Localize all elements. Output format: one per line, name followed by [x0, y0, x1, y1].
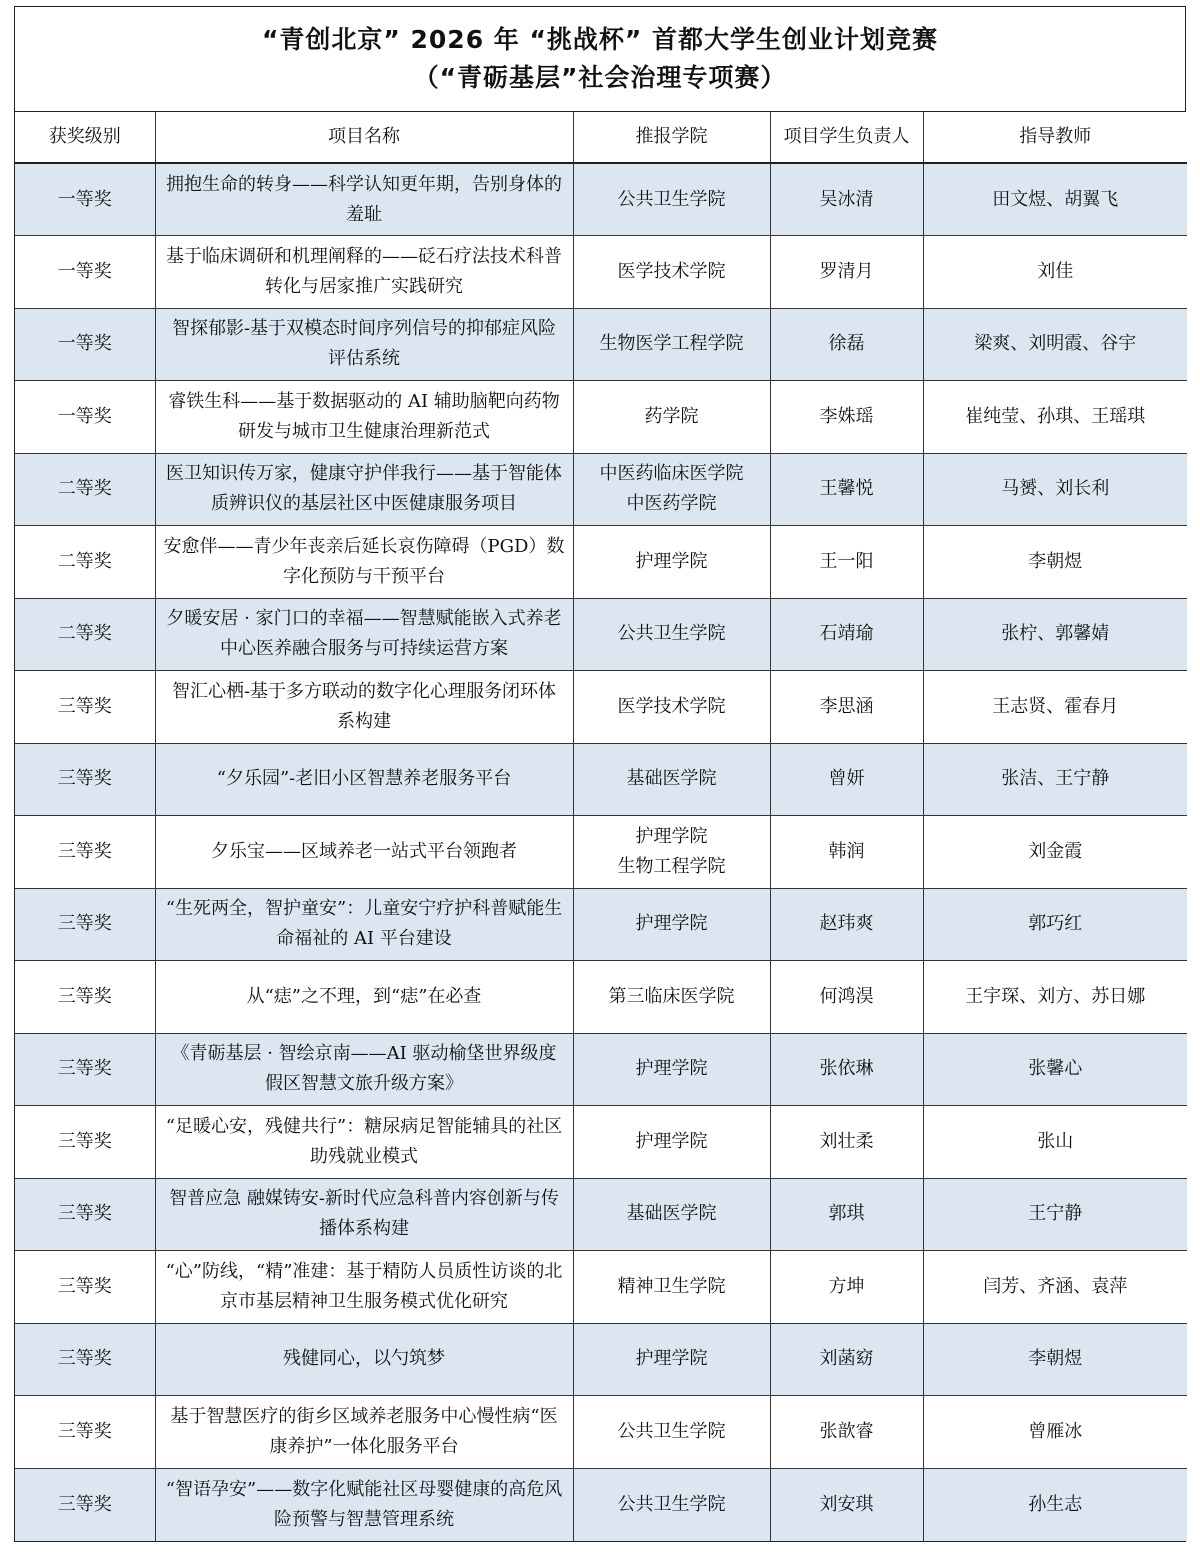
cell-award-level: 一等奖	[15, 381, 155, 454]
cell-award-level: 一等奖	[15, 236, 155, 309]
cell-college: 护理学院	[573, 526, 770, 599]
cell-advisor: 李朝煜	[923, 1323, 1187, 1396]
cell-project-name: 医卫知识传万家，健康守护伴我行——基于智能体质辨识仪的基层社区中医健康服务项目	[155, 453, 573, 526]
cell-college: 医学技术学院	[573, 236, 770, 309]
award-sheet	[14, 6, 1186, 1542]
table-row	[15, 1178, 1187, 1251]
cell-project-name: “夕乐园”-老旧小区智慧养老服务平台	[155, 743, 573, 816]
header-award-level: 获奖级别	[15, 112, 155, 163]
cell-student-leader: 赵玮爽	[770, 888, 923, 961]
cell-advisor: 郭巧红	[923, 888, 1187, 961]
cell-award-level: 二等奖	[15, 598, 155, 671]
cell-advisor: 张馨心	[923, 1033, 1187, 1106]
cell-project-name: 拥抱生命的转身——科学认知更年期，告别身体的羞耻	[155, 163, 573, 236]
cell-project-name: 睿铁生科——基于数据驱动的 AI 辅助脑靶向药物研发与城市卫生健康治理新范式	[155, 381, 573, 454]
cell-college: 公共卫生学院	[573, 163, 770, 236]
table-row	[15, 236, 1187, 309]
cell-project-name: 基于智慧医疗的街乡区域养老服务中心慢性病“医康养护”一体化服务平台	[155, 1396, 573, 1469]
cell-award-level: 二等奖	[15, 526, 155, 599]
cell-award-level: 三等奖	[15, 743, 155, 816]
cell-advisor: 王宁静	[923, 1178, 1187, 1251]
cell-college: 精神卫生学院	[573, 1251, 770, 1324]
cell-award-level: 一等奖	[15, 308, 155, 381]
cell-student-leader: 张依琳	[770, 1033, 923, 1106]
cell-student-leader: 刘菡窈	[770, 1323, 923, 1396]
cell-award-level: 三等奖	[15, 671, 155, 744]
cell-award-level: 三等奖	[15, 1106, 155, 1179]
cell-student-leader: 石靖瑜	[770, 598, 923, 671]
table-row	[15, 163, 1187, 236]
table-row	[15, 1251, 1187, 1324]
table-row	[15, 671, 1187, 744]
table-row	[15, 453, 1187, 526]
cell-student-leader: 方坤	[770, 1251, 923, 1324]
cell-project-name: 智汇心栖-基于多方联动的数字化心理服务闭环体系构建	[155, 671, 573, 744]
cell-award-level: 二等奖	[15, 453, 155, 526]
cell-college: 中医药临床医学院 中医药学院	[573, 453, 770, 526]
cell-advisor: 张洁、王宁静	[923, 743, 1187, 816]
cell-college: 基础医学院	[573, 1178, 770, 1251]
cell-student-leader: 郭琪	[770, 1178, 923, 1251]
table-row	[15, 526, 1187, 599]
cell-project-name: “心”防线，“精”准建：基于精防人员质性访谈的北京市基层精神卫生服务模式优化研究	[155, 1251, 573, 1324]
cell-project-name: 智普应急 融媒铸安-新时代应急科普内容创新与传播体系构建	[155, 1178, 573, 1251]
cell-award-level: 三等奖	[15, 1033, 155, 1106]
cell-student-leader: 王馨悦	[770, 453, 923, 526]
cell-award-level: 一等奖	[15, 163, 155, 236]
cell-college: 护理学院	[573, 1323, 770, 1396]
cell-college: 护理学院	[573, 1106, 770, 1179]
cell-advisor: 马赟、刘长利	[923, 453, 1187, 526]
cell-student-leader: 罗清月	[770, 236, 923, 309]
document-title	[15, 7, 1185, 112]
table-row	[15, 1106, 1187, 1179]
header-college: 推报学院	[573, 112, 770, 163]
table-row	[15, 1323, 1187, 1396]
table-row	[15, 1033, 1187, 1106]
cell-project-name: “智语孕安”——数字化赋能社区母婴健康的高危风险预警与智慧管理系统	[155, 1468, 573, 1541]
cell-project-name: 基于临床调研和机理阐释的——砭石疗法技术科普转化与居家推广实践研究	[155, 236, 573, 309]
title-line-1: “青创北京” 2026 年 “挑战杯” 首都大学生创业计划竞赛	[261, 25, 939, 54]
cell-project-name: “生死两全，智护童安”：儿童安宁疗护科普赋能生命福祉的 AI 平台建设	[155, 888, 573, 961]
cell-award-level: 三等奖	[15, 1323, 155, 1396]
cell-college: 医学技术学院	[573, 671, 770, 744]
cell-advisor: 田文煜、胡翼飞	[923, 163, 1187, 236]
cell-college: 药学院	[573, 381, 770, 454]
cell-advisor: 王志贤、霍春月	[923, 671, 1187, 744]
cell-project-name: 《青砺基层 · 智绘京南——AI 驱动榆垡世界级度假区智慧文旅升级方案》	[155, 1033, 573, 1106]
table-body	[15, 163, 1187, 1541]
cell-award-level: 三等奖	[15, 961, 155, 1034]
table-row	[15, 743, 1187, 816]
cell-advisor: 王宇琛、刘方、苏日娜	[923, 961, 1187, 1034]
cell-college: 公共卫生学院	[573, 598, 770, 671]
cell-award-level: 三等奖	[15, 1178, 155, 1251]
cell-student-leader: 何鸿淏	[770, 961, 923, 1034]
cell-advisor: 张柠、郭馨婧	[923, 598, 1187, 671]
table-row	[15, 961, 1187, 1034]
table-row	[15, 816, 1187, 889]
cell-student-leader: 曾妍	[770, 743, 923, 816]
cell-student-leader: 李思涵	[770, 671, 923, 744]
table-row	[15, 308, 1187, 381]
cell-college: 护理学院	[573, 1033, 770, 1106]
cell-advisor: 孙生志	[923, 1468, 1187, 1541]
table-row	[15, 1396, 1187, 1469]
header-student-leader: 项目学生负责人	[770, 112, 923, 163]
cell-student-leader: 韩润	[770, 816, 923, 889]
cell-project-name: 夕乐宝——区域养老一站式平台领跑者	[155, 816, 573, 889]
cell-student-leader: 刘壮柔	[770, 1106, 923, 1179]
cell-college: 生物医学工程学院	[573, 308, 770, 381]
cell-project-name: 夕暖安居 · 家门口的幸福——智慧赋能嵌入式养老中心医养融合服务与可持续运营方案	[155, 598, 573, 671]
cell-project-name: “足暖心安，残健共行”：糖尿病足智能辅具的社区助残就业模式	[155, 1106, 573, 1179]
table-row	[15, 381, 1187, 454]
cell-advisor: 刘佳	[923, 236, 1187, 309]
cell-award-level: 三等奖	[15, 1396, 155, 1469]
cell-advisor: 曾雁冰	[923, 1396, 1187, 1469]
cell-college: 基础医学院	[573, 743, 770, 816]
cell-advisor: 李朝煜	[923, 526, 1187, 599]
header-advisor: 指导教师	[923, 112, 1187, 163]
cell-student-leader: 刘安琪	[770, 1468, 923, 1541]
cell-college: 第三临床医学院	[573, 961, 770, 1034]
cell-project-name: 智探郁影-基于双模态时间序列信号的抑郁症风险评估系统	[155, 308, 573, 381]
cell-student-leader: 吴冰清	[770, 163, 923, 236]
cell-advisor: 张山	[923, 1106, 1187, 1179]
cell-student-leader: 徐磊	[770, 308, 923, 381]
award-table	[15, 112, 1187, 1541]
title-line-2: （“青砺基层”社会治理专项赛）	[413, 63, 787, 92]
cell-college: 护理学院 生物工程学院	[573, 816, 770, 889]
cell-award-level: 三等奖	[15, 1251, 155, 1324]
table-row	[15, 1468, 1187, 1541]
cell-advisor: 刘金霞	[923, 816, 1187, 889]
cell-student-leader: 王一阳	[770, 526, 923, 599]
cell-award-level: 三等奖	[15, 816, 155, 889]
cell-project-name: 从“痣”之不理，到“痣”在必查	[155, 961, 573, 1034]
table-row	[15, 598, 1187, 671]
cell-student-leader: 李姝瑶	[770, 381, 923, 454]
cell-student-leader: 张歆睿	[770, 1396, 923, 1469]
cell-college: 公共卫生学院	[573, 1468, 770, 1541]
cell-college: 公共卫生学院	[573, 1396, 770, 1469]
cell-award-level: 三等奖	[15, 1468, 155, 1541]
cell-advisor: 梁爽、刘明霞、谷宇	[923, 308, 1187, 381]
table-header-row	[15, 112, 1187, 163]
cell-advisor: 闫芳、齐涵、袁萍	[923, 1251, 1187, 1324]
cell-award-level: 三等奖	[15, 888, 155, 961]
cell-project-name: 残健同心，以勺筑梦	[155, 1323, 573, 1396]
cell-project-name: 安愈伴——青少年丧亲后延长哀伤障碍（PGD）数字化预防与干预平台	[155, 526, 573, 599]
cell-college: 护理学院	[573, 888, 770, 961]
table-row	[15, 888, 1187, 961]
header-project-name: 项目名称	[155, 112, 573, 163]
cell-advisor: 崔纯莹、孙琪、王瑶琪	[923, 381, 1187, 454]
